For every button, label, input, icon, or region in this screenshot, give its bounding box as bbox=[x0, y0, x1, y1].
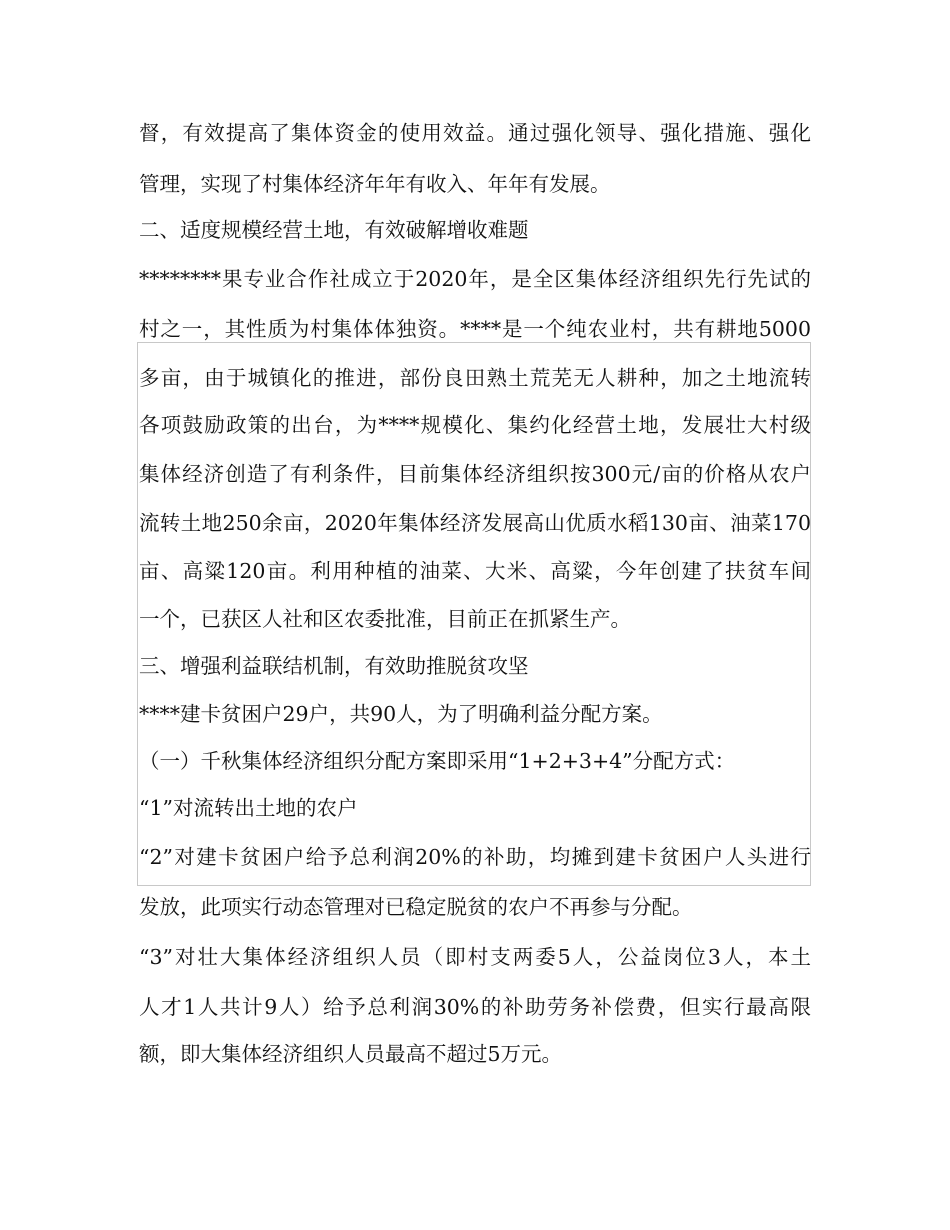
paragraph-line: 村之一，其性质为村集体体独资。****是一个纯农业村，共有耕地5000 bbox=[139, 317, 811, 341]
paragraph-line: 管理，实现了村集体经济年年有收入、年年有发展。 bbox=[139, 172, 611, 196]
paragraph-line: “2”对建卡贫困户给予总利润20%的补助，均摊到建卡贫困户人头进行 bbox=[139, 845, 811, 869]
paragraph-line: 督，有效提高了集体资金的使用效益。通过强化领导、强化措施、强化 bbox=[139, 121, 811, 145]
paragraph-line: 发放，此项实行动态管理对已稳定脱贫的农户不再参与分配。 bbox=[139, 895, 693, 919]
paragraph-line: 多亩，由于城镇化的推进，部份良田熟土荒芜无人耕种，加之土地流转 bbox=[139, 366, 811, 390]
paragraph-line: 额，即大集体经济组织人员最高不超过5万元。 bbox=[139, 1042, 563, 1066]
paragraph-line: 一个，已获区人社和区农委批准，目前正在抓紧生产。 bbox=[139, 607, 631, 631]
paragraph-line: 人才1人共计9人）给予总利润30%的补助劳务补偿费，但实行最高限 bbox=[139, 995, 811, 1019]
paragraph-line: ****建卡贫困户29户，共90人，为了明确利益分配方案。 bbox=[139, 702, 663, 726]
paragraph-line: 各项鼓励政策的出台，为****规模化、集约化经营土地，发展壮大村级 bbox=[139, 413, 811, 437]
paragraph-line: “1”对流转出土地的农户 bbox=[139, 796, 358, 820]
paragraph-line: 集体经济创造了有利条件，目前集体经济组织按300元/亩的价格从农户 bbox=[139, 462, 811, 486]
paragraph-line: 亩、高粱120亩。利用种植的油菜、大米、高粱，今年创建了扶贫车间 bbox=[139, 559, 811, 583]
section-heading: 二、适度规模经营土地，有效破解增收难题 bbox=[139, 218, 529, 242]
paragraph-line: 流转土地250余亩，2020年集体经济发展高山优质水稻130亩、油菜170 bbox=[139, 511, 811, 535]
section-heading: 三、增强利益联结机制，有效助推脱贫攻坚 bbox=[139, 654, 529, 678]
sub-heading: （一）千秋集体经济组织分配方案即采用“1+2+3+4”分配方式： bbox=[139, 749, 736, 773]
paragraph-line: “3”对壮大集体经济组织人员（即村支两委5人，公益岗位3人，本土 bbox=[139, 945, 811, 969]
paragraph-line: ********果专业合作社成立于2020年，是全区集体经济组织先行先试的 bbox=[139, 267, 811, 291]
